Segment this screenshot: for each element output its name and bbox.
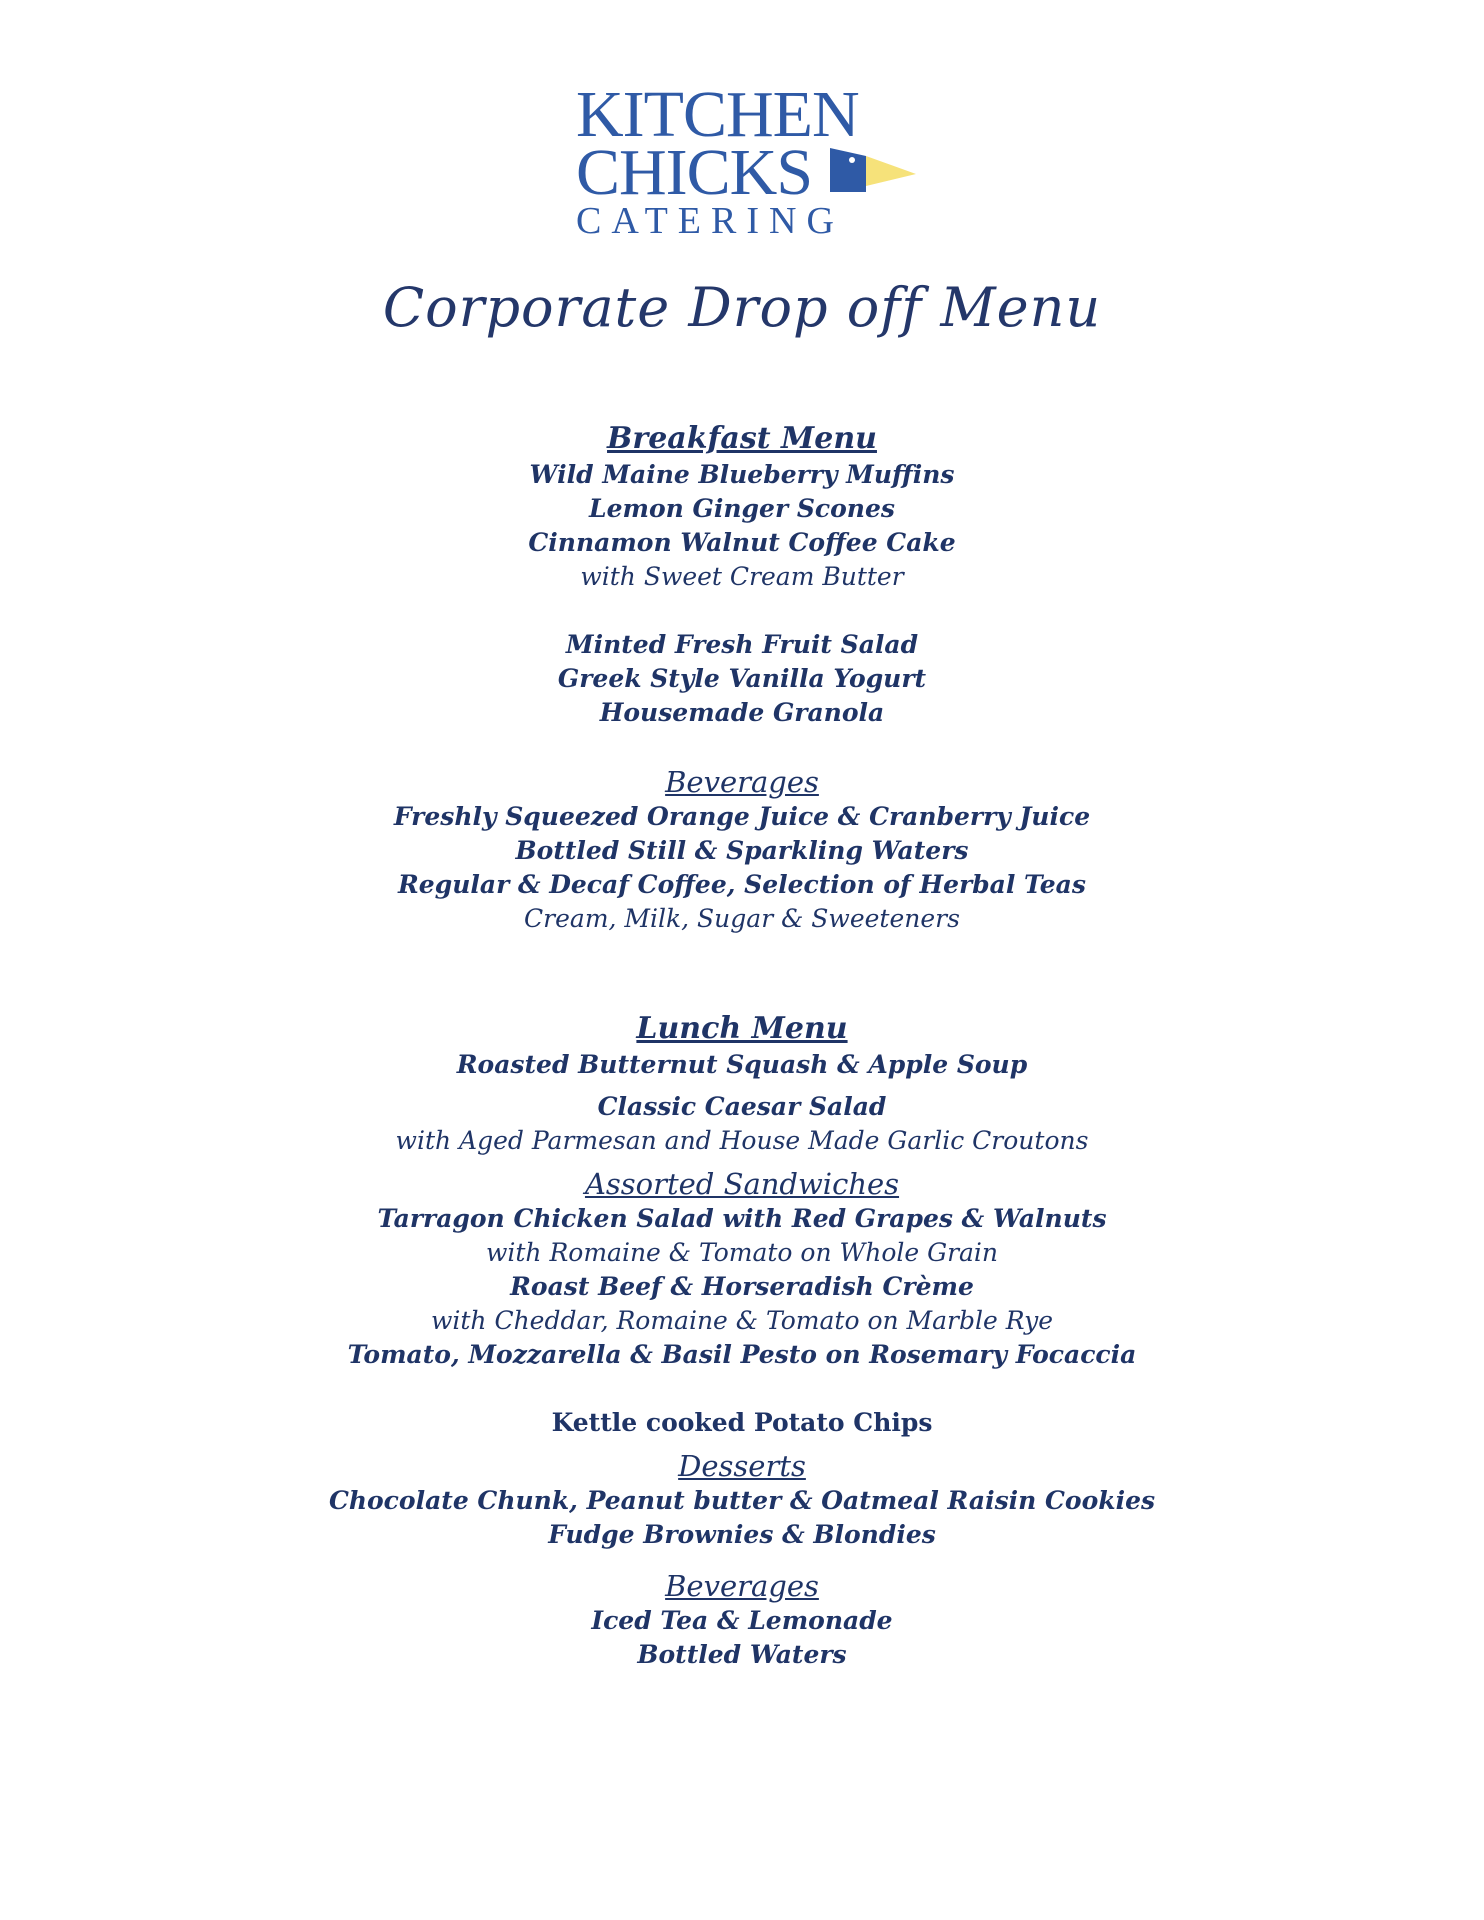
menu-item: Minted Fresh Fruit Salad <box>565 630 919 659</box>
lunch-chips: Kettle cooked Potato Chips <box>551 1408 933 1437</box>
menu-item: Cinnamon Walnut Coffee Cake <box>528 528 956 557</box>
desserts-heading: Desserts <box>678 1449 806 1483</box>
menu-item: Regular & Decaf Coffee, Selection of Herbal Teas <box>398 870 1086 899</box>
lunch-salad-desc: with Aged Parmesan and House Made Garlic Croutons <box>395 1126 1089 1155</box>
lunch-beverages-list <box>0 1604 1484 1672</box>
breakfast-beverages-list <box>0 800 1484 936</box>
menu-item: Chocolate Chunk, Peanut butter & Oatmeal Raisin Cookies <box>328 1486 1156 1515</box>
menu-item: Wild Maine Blueberry Muffins <box>529 460 955 489</box>
menu-item: Roast Beef & Horseradish Crème <box>510 1272 974 1301</box>
breakfast-heading: Breakfast Menu <box>607 421 877 456</box>
sandwiches-heading: Assorted Sandwiches <box>584 1167 900 1201</box>
menu-item: Freshly Squeezed Orange Juice & Cranberry Juice <box>393 802 1091 831</box>
desserts-list <box>0 1484 1484 1552</box>
menu-body <box>0 420 1484 1672</box>
menu-item-description: with Cheddar, Romaine & Tomato on Marble Rye <box>430 1306 1054 1335</box>
menu-item: Iced Tea & Lemonade <box>591 1606 893 1635</box>
menu-item-description: with Sweet Cream Butter <box>580 562 904 591</box>
logo-line-chicks: CHICKS <box>576 136 813 209</box>
lunch-beverages-heading: Beverages <box>665 1569 819 1603</box>
breakfast-fruit-list <box>0 628 1484 730</box>
breakfast-beverages-heading: Beverages <box>665 765 819 799</box>
sandwiches-list <box>0 1202 1484 1372</box>
menu-item-description: with Romaine & Tomato on Whole Grain <box>485 1238 999 1267</box>
menu-item: Fudge Brownies & Blondies <box>548 1520 936 1549</box>
lunch-soup: Roasted Butternut Squash & Apple Soup <box>456 1050 1028 1079</box>
menu-item: Tomato, Mozzarella & Basil Pesto on Rosemary Focaccia <box>347 1340 1137 1369</box>
kitchen-chicks-logo <box>576 78 916 242</box>
menu-item: Lemon Ginger Scones <box>589 494 895 523</box>
logo-line-kitchen: KITCHEN <box>576 78 859 151</box>
menu-item: Bottled Still & Sparkling Waters <box>515 836 969 865</box>
lunch-heading: Lunch Menu <box>636 1011 848 1046</box>
menu-item: Bottled Waters <box>637 1640 847 1669</box>
menu-item: Greek Style Vanilla Yogurt <box>557 664 927 693</box>
menu-item: Housemade Granola <box>599 698 885 727</box>
page-title: Corporate Drop off Menu <box>382 276 1102 339</box>
menu-item: Tarragon Chicken Salad with Red Grapes & Walnuts <box>377 1204 1107 1233</box>
menu-item-description: Cream, Milk, Sugar & Sweeteners <box>524 904 960 933</box>
breakfast-baked-list <box>0 458 1484 594</box>
lunch-salad: Classic Caesar Salad <box>597 1092 887 1121</box>
chick-icon <box>828 142 918 198</box>
logo-line-catering: CATERING <box>576 200 844 242</box>
